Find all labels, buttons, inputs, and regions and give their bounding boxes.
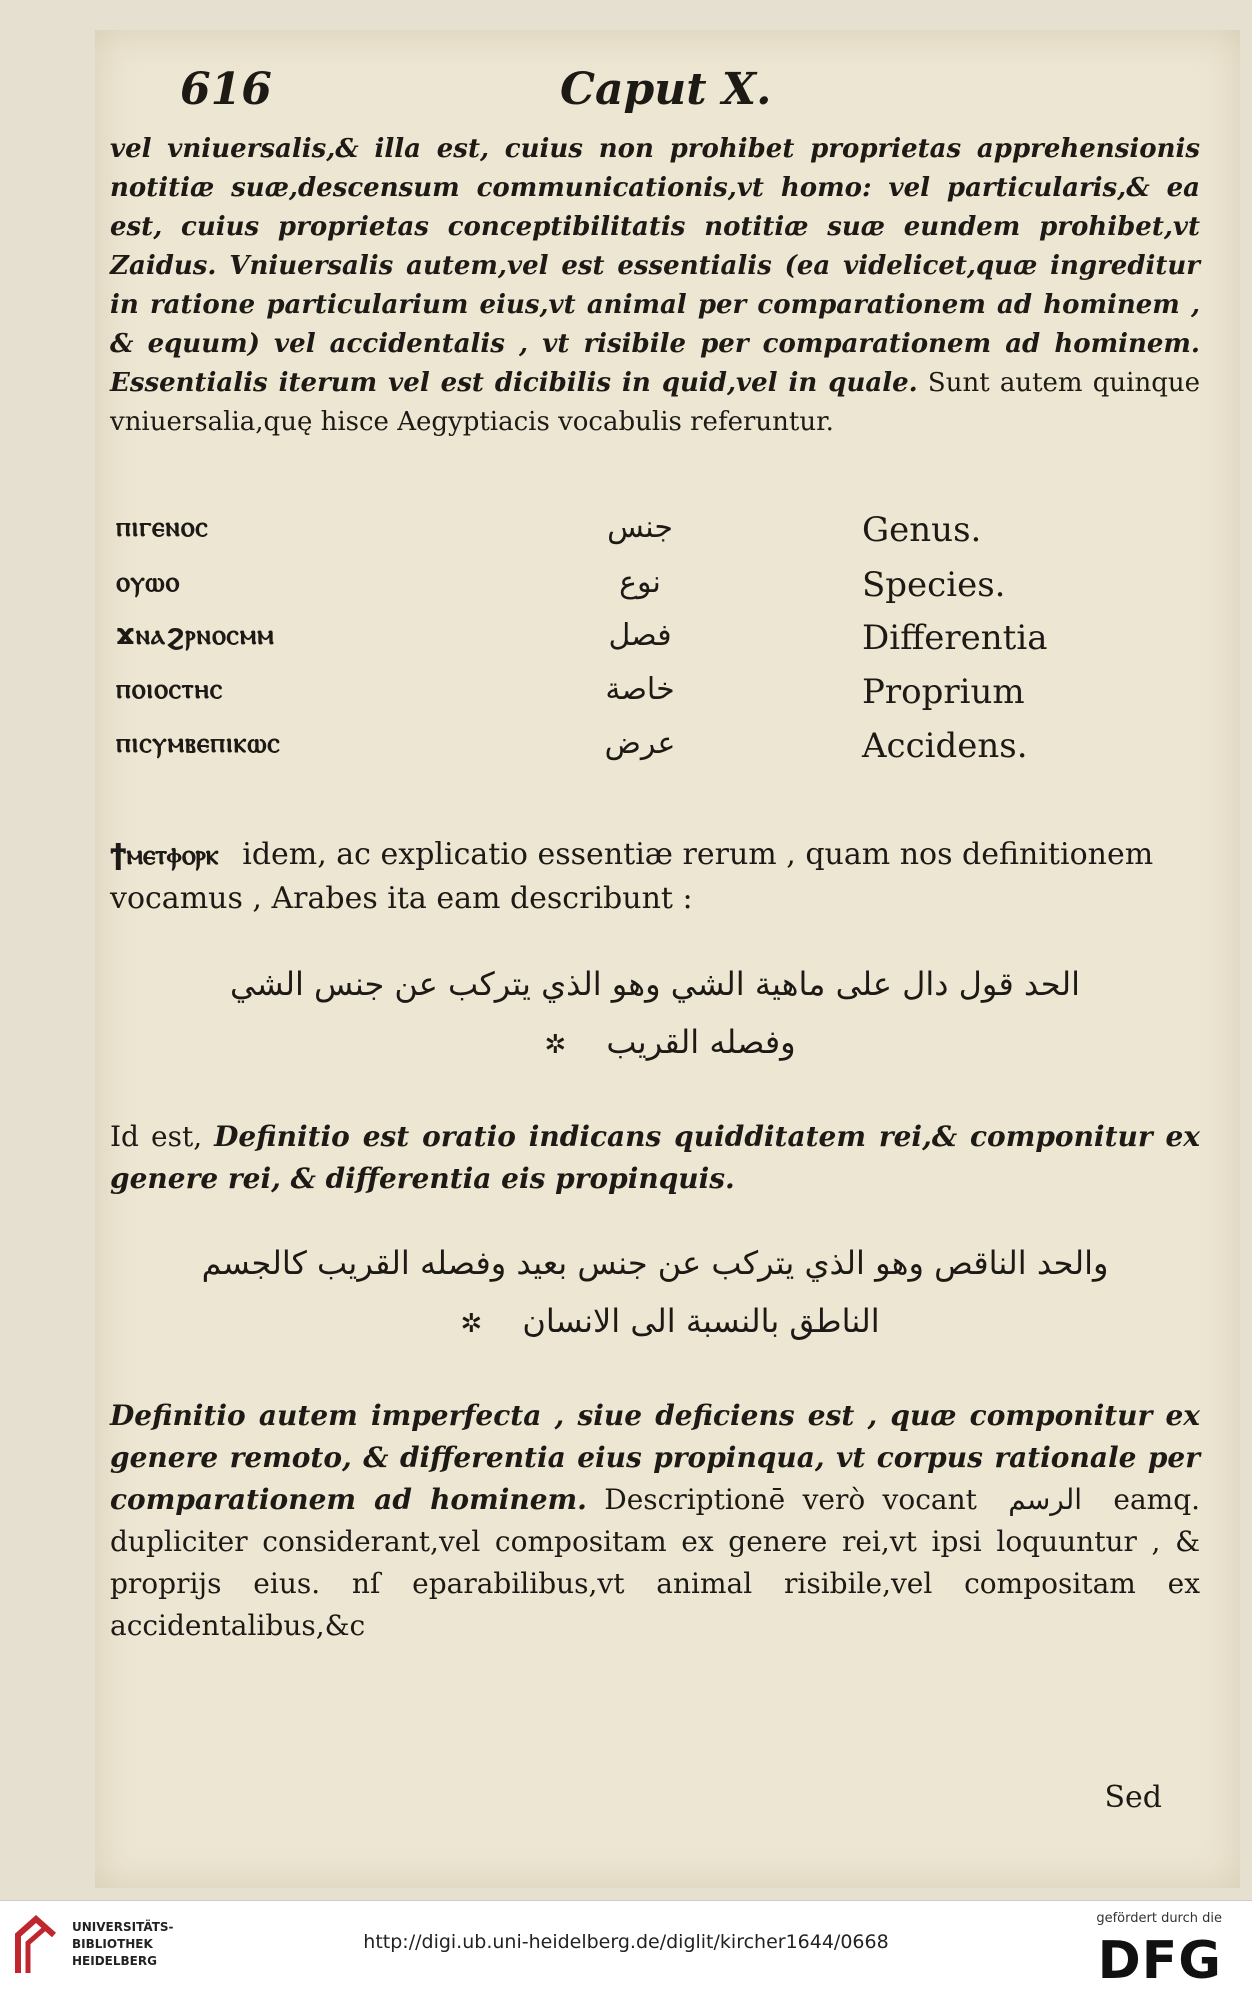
definition-text: idem, ac explicatio essentiæ rerum , quam nos definitionem vocamus , Arabes ita eam describunt : [110, 837, 1154, 916]
arabic-definition-line-end: وفصله القريب [606, 1023, 796, 1061]
latin-translation-prefix: Id est, [110, 1120, 203, 1153]
term-row [110, 618, 1110, 673]
dfg-logo[interactable]: DFG [1097, 1931, 1222, 1991]
running-head [110, 60, 1200, 130]
term-arabic: نوع [619, 565, 661, 600]
latin-translation-2 [110, 1395, 1200, 1647]
term-arabic: جنس [607, 510, 673, 545]
term-coptic: ϫⲛⲁϩⲣⲛⲟⲥⲙⲙ [116, 618, 275, 651]
latin-translation-2-italic: Definitio autem imperfecta , siue deficiens est , quæ componitur ex genere remoto, & differentia eius propinqua, vt corpus rationale per comparationem ad hominem. [110, 1399, 1200, 1516]
term-coptic: ⲡⲓⲅⲉⲛⲟⲥ [116, 510, 209, 543]
term-row [110, 510, 1110, 565]
arabic-inline-word: الرسم [1008, 1483, 1083, 1516]
library-name-line: UNIVERSITÄTS- [72, 1920, 174, 1934]
page-content [110, 60, 1200, 1675]
paragraph-universals-italic: vel vniuersalis,& illa est, cuius non prohibet proprietas apprehensionis notitiæ suæ,descensum communicationis,vt homo: vel particularis,& ea est, cuius proprietas conceptibilitatis notitiæ suæ eundem prohibet,vt Zaidus. Vniuersalis autem,vel est essentialis (ea videlicet,quæ ingreditur in ratione particularium eius,vt animal per comparationem ad hominem , & equum) vel accidentalis , vt risibile per comparationem ad hominem. Essentialis iterum vel est dicibilis in quid,vel in quale. [110, 134, 1200, 398]
terms-table [110, 510, 1200, 775]
term-row [110, 565, 1110, 620]
latin-translation-2-roman-b: eamq. dupliciter considerant,vel compositam ex genere rei,vt ipsi loquuntur , & proprijs eius. nſ eparabilibus,vt animal risibile,vel compositam ex accidentalibus,&c [110, 1483, 1201, 1642]
latin-translation-1 [110, 1116, 1200, 1200]
library-name-line: HEIDELBERG [72, 1954, 157, 1968]
term-latin: Genus. [862, 510, 982, 550]
catchword: Sed [1104, 1780, 1162, 1815]
arabic-imperfect-line [110, 1292, 1200, 1353]
term-latin: Accidens. [862, 726, 1028, 766]
term-coptic: ⲡⲟⲓⲟⲥⲧⲏⲥ [116, 672, 224, 705]
definition-paragraph [110, 833, 1200, 921]
definition-coptic-word: ϯⲙⲉⲧⲫⲟⲣⲕ [110, 838, 219, 871]
permalink-url[interactable]: http://digi.ub.uni-heidelberg.de/diglit/kircher1644/0668 [363, 1931, 889, 1953]
arabic-imperfect-line-end: الناطق بالنسبة الى الانسان [522, 1302, 880, 1340]
arabic-definition-line [110, 1013, 1200, 1074]
paragraph-universals-roman: Sunt autem quinque vniuersalia,quę hisce Aegyptiacis vocabulis referuntur. [110, 368, 1200, 437]
chapter-title: Caput X. [560, 64, 772, 115]
funded-by-label: gefördert durch die [1096, 1911, 1222, 1926]
term-latin: Proprium [862, 672, 1025, 712]
star-ornament: ✲ [544, 1030, 567, 1060]
latin-translation-italic: Definitio est oratio indicans quidditatem rei,& componitur ex genere rei, & differentia eis propinquis. [110, 1120, 1200, 1195]
term-row [110, 726, 1110, 781]
term-latin: Differentia [862, 618, 1048, 658]
arabic-imperfect-definition-block [110, 1234, 1200, 1353]
term-arabic: خاصة [605, 672, 675, 707]
term-coptic: ⲡⲓⲥⲩⲙⲃⲉⲡⲓⲕⲱⲥ [116, 726, 281, 759]
library-name-line: BIBLIOTHEK [72, 1937, 153, 1951]
star-ornament: ✲ [460, 1309, 483, 1339]
paragraph-universals [110, 130, 1200, 442]
arabic-definition-line: الحد قول دال على ماهية الشي وهو الذي يتركب عن جنس الشي [229, 965, 1080, 1003]
term-arabic: عرض [604, 726, 676, 761]
term-row [110, 672, 1110, 727]
latin-translation-2-roman-a: Descriptionē verò vocant [604, 1483, 977, 1516]
term-coptic: ⲟⲩⲱⲟ [116, 565, 181, 598]
viewer-footer [0, 1900, 1252, 1993]
arabic-imperfect-line: والحد الناقص وهو الذي يتركب عن جنس بعيد وفصله القريب كالجسم [201, 1244, 1109, 1282]
term-latin: Species. [862, 565, 1006, 605]
arabic-definition-block [110, 955, 1200, 1074]
page-number: 616 [180, 64, 272, 115]
term-arabic: فصل [608, 618, 672, 653]
